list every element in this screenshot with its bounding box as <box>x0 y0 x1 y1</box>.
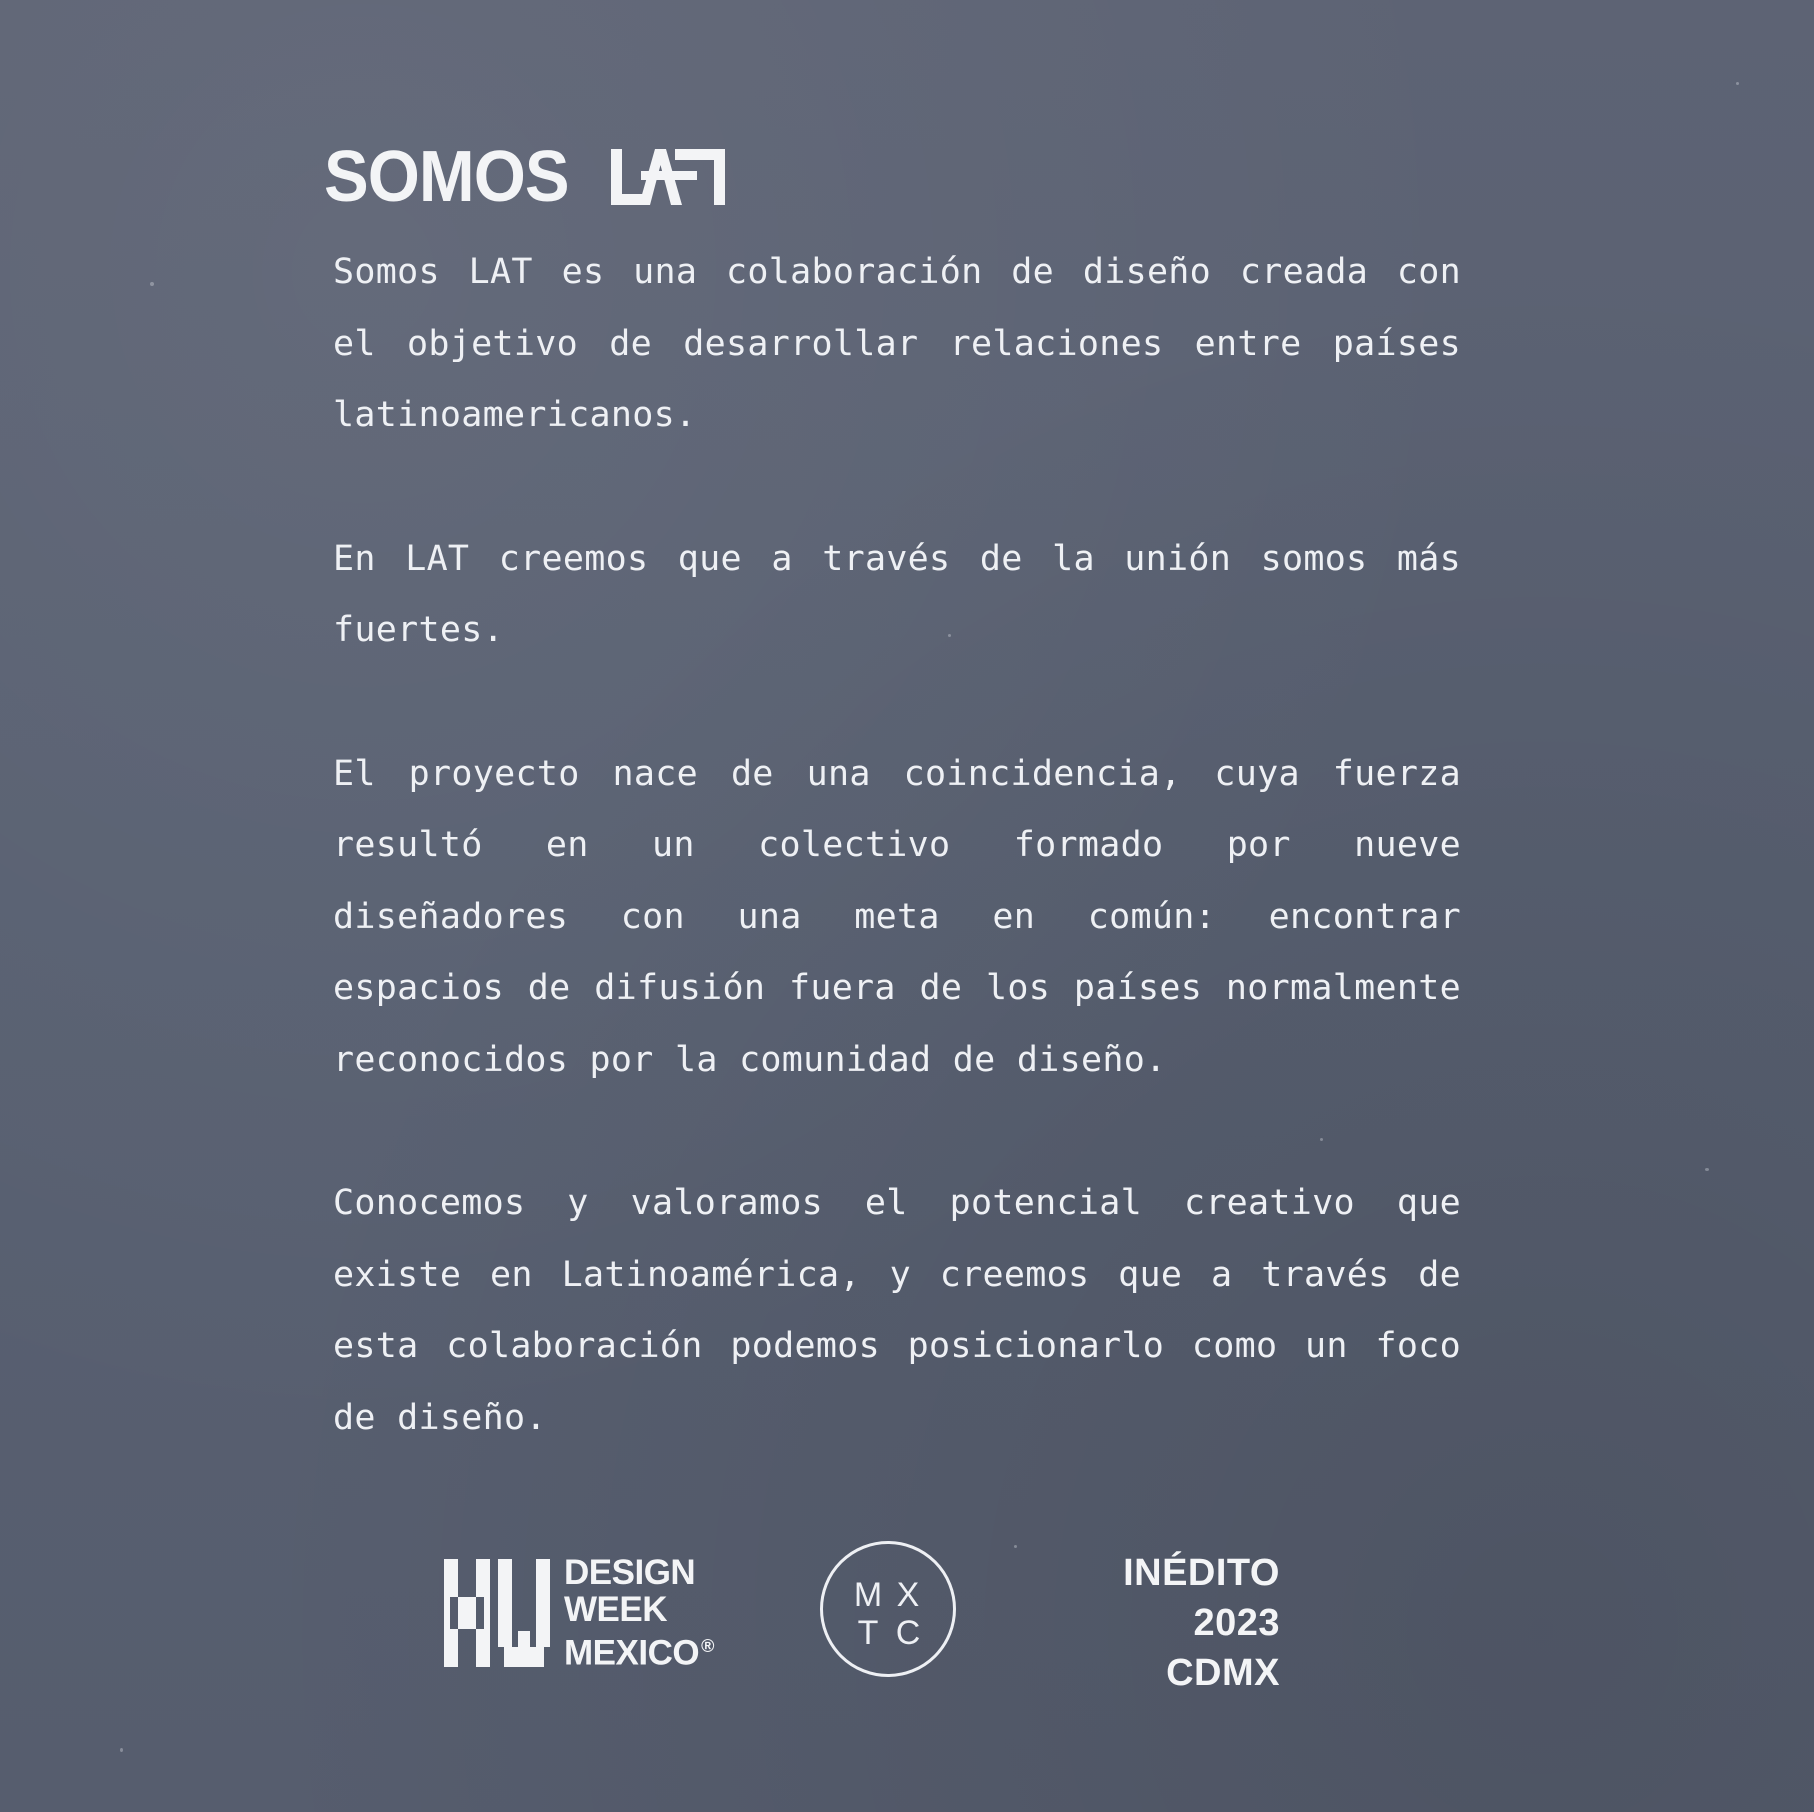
mxtc-logo <box>820 1541 956 1677</box>
lat-logo <box>609 147 727 207</box>
dwm-line-week: WEEK <box>564 1590 667 1630</box>
mxtc-letter-t: T <box>857 1614 879 1652</box>
paper-speck <box>120 1748 123 1752</box>
event-city: CDMX <box>1166 1652 1280 1694</box>
paragraph-union: En LAT creemos que a través de la unión somos más fuertes. <box>333 538 1461 650</box>
title-prefix: SOMOS <box>324 137 569 217</box>
dwm-mexico-text: MEXICO <box>564 1633 700 1673</box>
xv-mark-icon <box>444 1559 550 1667</box>
mxtc-letter-m: M <box>853 1576 883 1614</box>
design-week-mexico-logo <box>444 1553 714 1673</box>
event-year: 2023 <box>1193 1602 1280 1644</box>
paragraph-intro: Somos LAT es una colaboración de diseño creada con el objetivo de desarrollar relaciones entre países latinoamericanos. <box>333 252 1461 435</box>
paper-speck <box>150 282 154 286</box>
dwm-line-mexico <box>564 1628 714 1672</box>
page-title <box>324 137 727 217</box>
body-text <box>333 237 1461 1454</box>
mxtc-letter-c: C <box>895 1614 921 1652</box>
paper-speck <box>1736 82 1739 85</box>
event-info <box>1060 1548 1280 1698</box>
event-name: INÉDITO <box>1123 1552 1280 1594</box>
design-week-mexico-wordmark <box>564 1554 714 1672</box>
paper-speck <box>1014 1545 1017 1548</box>
paragraph-origin: El proyecto nace de una coincidencia, cuya fuerza resultó en un colectivo formado por nueve diseñadores con una meta en común: encontrar espacios de difusión fuera de los países normalmente reconocidos por la comunidad de diseño. <box>333 753 1461 1080</box>
registered-mark: ® <box>701 1636 714 1657</box>
mxtc-letter-x: X <box>896 1576 920 1614</box>
paragraph-potential: Conocemos y valoramos el potencial creativo que existe en Latinoamérica, y creemos que a través de esta colaboración podemos posicionarlo como un foco de diseño. <box>333 1183 1461 1438</box>
paper-speck <box>1705 1168 1709 1171</box>
dwm-line-design: DESIGN <box>564 1553 696 1593</box>
